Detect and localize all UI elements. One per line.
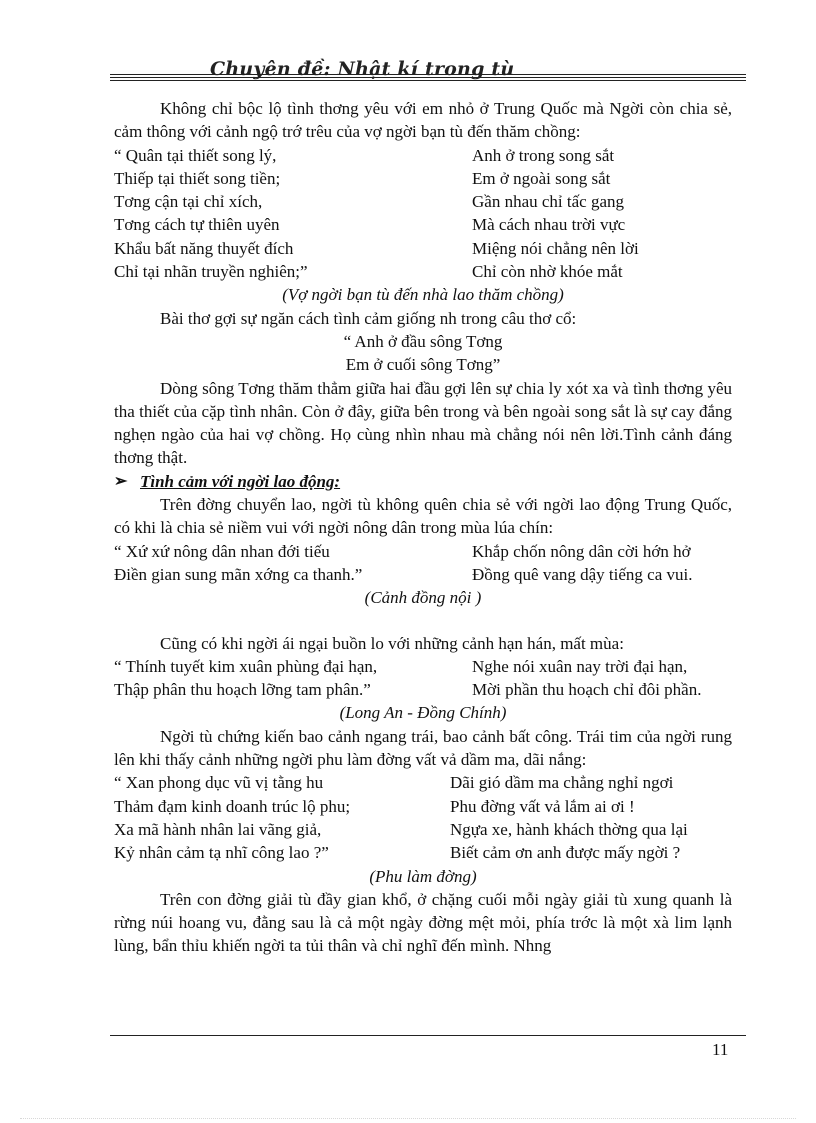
poem-caption: (Long An - Đồng Chính) <box>339 703 507 723</box>
verse-translation: Nghe nói xuân nay trời đại hạn, <box>472 656 688 676</box>
poem-caption: (Cảnh đồng nội ) <box>364 588 482 608</box>
verse-original: Tơng cận tại chỉ xích, <box>114 192 263 212</box>
paragraph: Không chỉ bộc lộ tình thơng yêu với em nhỏ ở Trung Quốc mà Ngời còn chia sẻ, cảm thông với cảnh ngộ trớ trêu của vợ ngời bạn tù đến thăm chồng: <box>114 99 732 142</box>
verse-translation: Đồng quê vang dậy tiếng ca vui. <box>472 564 693 584</box>
verse-line <box>114 144 732 167</box>
verse-translation: Biết cảm ơn anh được mấy ngời ? <box>450 843 681 863</box>
paragraph: Trên đờng chuyển lao, ngời tù không quên chia sẻ với ngời lao động Trung Quốc, có khi là chia sẻ niềm vui với ngời nông dân trong mùa lúa chín: <box>114 495 732 538</box>
verse-translation: Gần nhau chỉ tấc gang <box>472 192 624 212</box>
verse-original: Khẩu bất năng thuyết đích <box>114 238 294 258</box>
section-heading <box>114 470 732 493</box>
verse-original: Chỉ tại nhãn truyền nghiên;” <box>114 262 308 282</box>
verse-translation: Anh ở trong song sắt <box>472 145 615 165</box>
poem-block <box>114 771 732 864</box>
verse-original: Kỷ nhân cảm tạ nhĩ công lao ?” <box>114 843 329 863</box>
verse-line <box>114 260 732 283</box>
verse-original: Thập phân thu hoạch lỡng tam phân.” <box>114 680 371 700</box>
header-title: Chuyên đề: Nhật kí trong tù <box>210 58 515 80</box>
verse-translation: Chỉ còn nhờ khóe mắt <box>472 262 623 282</box>
verse-original: “ Quân tại thiết song lý, <box>114 145 277 165</box>
verse-translation: Phu đờng vất vả lắm ai ơi ! <box>450 796 635 816</box>
verse-line <box>114 563 732 586</box>
verse-line <box>114 841 732 864</box>
verse-line <box>114 540 732 563</box>
paragraph: Trên con đờng giải tù đầy gian khổ, ở chặng cuối mỗi ngày giải tù xung quanh là rừng núi hoang vu, đằng sau là cả một ngày đờng mệt mỏi, phía trớc là một xà lim lạnh lùng, bẩn thỉu khiến ngời ta tủi thân và chỉ nghĩ đến mình. Nhng <box>114 889 732 956</box>
verse-translation: Mà cách nhau trời vực <box>472 215 626 235</box>
verse-line <box>114 771 732 794</box>
verse-original: Xa mã hành nhân lai vãng giả, <box>114 819 322 839</box>
verse-line <box>114 795 732 818</box>
verse-line <box>114 190 732 213</box>
document-body <box>114 97 732 958</box>
verse-original: Điền gian sung mãn xớng ca thanh.” <box>114 564 363 584</box>
footer-rule <box>110 1035 746 1036</box>
quote-line: Em ở cuối sông Tơng” <box>345 355 501 375</box>
verse-line <box>114 237 732 260</box>
arrow-bullet-icon: ➢ <box>114 472 128 490</box>
verse-line <box>114 678 732 701</box>
paragraph: Bài thơ gợi sự ngăn cách tình cảm giống nh trong câu thơ cổ: <box>160 308 577 328</box>
verse-line <box>114 818 732 841</box>
page-boundary <box>20 1118 796 1119</box>
verse-translation: Ngựa xe, hành khách thờng qua lại <box>450 819 688 839</box>
verse-line <box>114 655 732 678</box>
verse-translation: Dãi gió dầm ma chẳng nghỉ ngơi <box>450 773 674 793</box>
verse-translation: Khắp chốn nông dân cời hớn hở <box>472 541 691 561</box>
verse-original: “ Xứ xứ nông dân nhan đới tiếu <box>114 541 330 561</box>
verse-original: Thảm đạm kinh doanh trúc lộ phu; <box>114 796 351 816</box>
header-rule <box>110 77 746 78</box>
verse-translation: Miệng nói chẳng nên lời <box>472 238 639 258</box>
paragraph: Ngời tù chứng kiến bao cảnh ngang trái, bao cảnh bất công. Trái tim của ngời rung lên khi thấy cảnh những ngời phu làm đờng vất vả dầm ma, dãi nắng: <box>114 726 732 770</box>
verse-translation: Mời phần thu hoạch chỉ đôi phần. <box>472 680 702 700</box>
poem-caption: (Vợ ngời bạn tù đến nhà lao thăm chồng) <box>282 285 564 305</box>
poem-caption: (Phu làm đờng) <box>369 866 477 886</box>
verse-original: “ Xan phong dục vũ vị tằng hu <box>114 773 324 793</box>
verse-original: “ Thính tuyết kim xuân phùng đại hạn, <box>114 656 378 676</box>
poem-block <box>114 144 732 284</box>
section-heading-text: Tình cảm với ngời lao động: <box>140 471 341 491</box>
verse-translation: Em ở ngoài song sắt <box>472 168 611 188</box>
quote-line: “ Anh ở đầu sông Tơng <box>343 331 503 351</box>
verse-line <box>114 213 732 236</box>
page-number: 11 <box>712 1040 729 1059</box>
verse-original: Thiếp tại thiết song tiền; <box>114 168 281 188</box>
header-rule <box>110 80 746 81</box>
verse-line <box>114 167 732 190</box>
header-rule <box>110 74 746 75</box>
poem-block <box>114 540 732 587</box>
paragraph: Dòng sông Tơng thăm thẳm giữa hai đầu gợi lên sự chia ly xót xa và tình thơng yêu tha thiết của cặp tình nhân. Còn ở đây, giữa bên trong và bên ngoài song sắt là sự cay đắng nghẹn ngào của hai vợ chồng. Họ cùng nhìn nhau mà chẳng nói nên lời.Tình cảnh đáng thơng thật. <box>114 378 732 468</box>
spacer <box>114 610 732 632</box>
paragraph: Cũng có khi ngời ái ngại buồn lo với những cảnh hạn hán, mất mùa: <box>160 633 624 653</box>
poem-block <box>114 655 732 702</box>
verse-original: Tơng cách tự thiên uyên <box>114 215 280 235</box>
